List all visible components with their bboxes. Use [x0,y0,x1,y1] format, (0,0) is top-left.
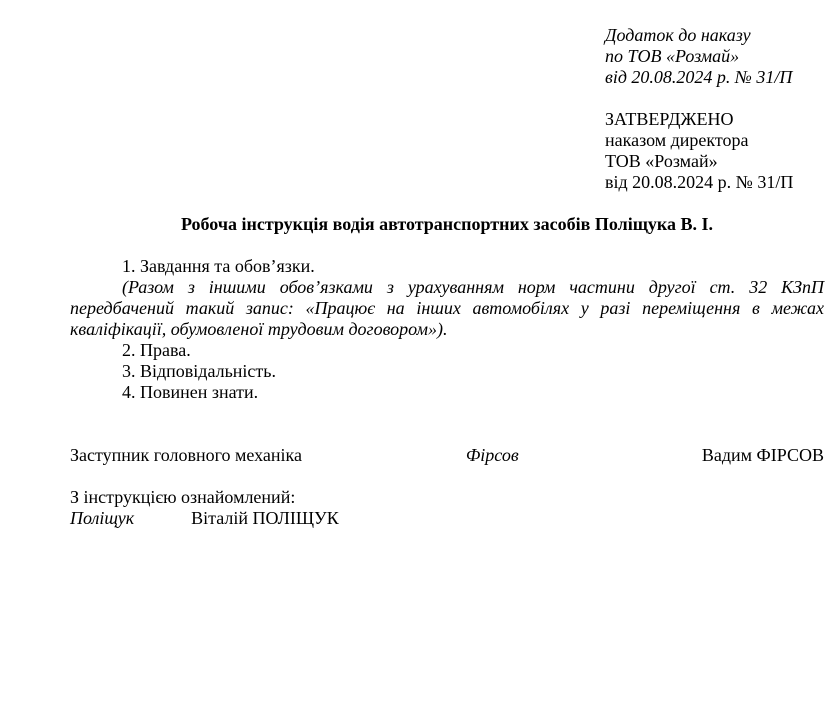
approval-line: від 20.08.2024 р. № 31/П [605,172,794,192]
signature-position: Заступник головного механіка [70,445,303,465]
acknowledgement-fullname: Віталій ПОЛІЩУК [191,508,339,528]
acknowledgement-label: З інструкцією ознайомлений: [70,487,296,507]
approval-line: ТОВ «Розмай» [605,151,718,171]
signature-fullname: Вадим ФІРСОВ [701,445,824,465]
section-item-duties: 1. Завдання та обов’язки. [122,256,315,276]
blank-line [70,403,824,424]
approval-line: наказом директора [605,130,749,150]
annex-line: Додаток до наказу [605,25,751,45]
approval-line: ЗАТВЕРДЖЕНО [605,109,734,129]
section-item-must-know: 4. Повинен знати. [122,382,259,402]
document-title: Робоча інструкція водія автотранспортних засобів Поліщука В. І. [180,214,713,234]
acknowledgement-handwritten: Поліщук [70,508,135,528]
acknowledgement-row [70,508,824,529]
annex-line: від 20.08.2024 р. № 31/П [605,67,793,87]
note-paragraph: (Разом з іншими обов’язками з урахуванням норм частини другої ст. 32 КЗпП передбачений такий запис: «Працює на інших автомобілях у разі переміщення в межах кваліфікації, обумовленої трудовим договором»). [70,277,824,339]
section-item-rights: 2. Права. [122,340,191,360]
blank-line [70,235,824,256]
annex-line: по ТОВ «Розмай» [605,46,740,66]
approval-block [605,109,824,193]
signature-row [70,445,824,466]
blank-line [70,466,824,487]
blank-line [70,88,824,109]
annex-block [605,25,824,88]
blank-line [70,193,824,214]
section-item-responsibility: 3. Відповідальність. [122,361,276,381]
blank-line [70,424,824,445]
signature-handwritten: Фірсов [465,445,519,465]
